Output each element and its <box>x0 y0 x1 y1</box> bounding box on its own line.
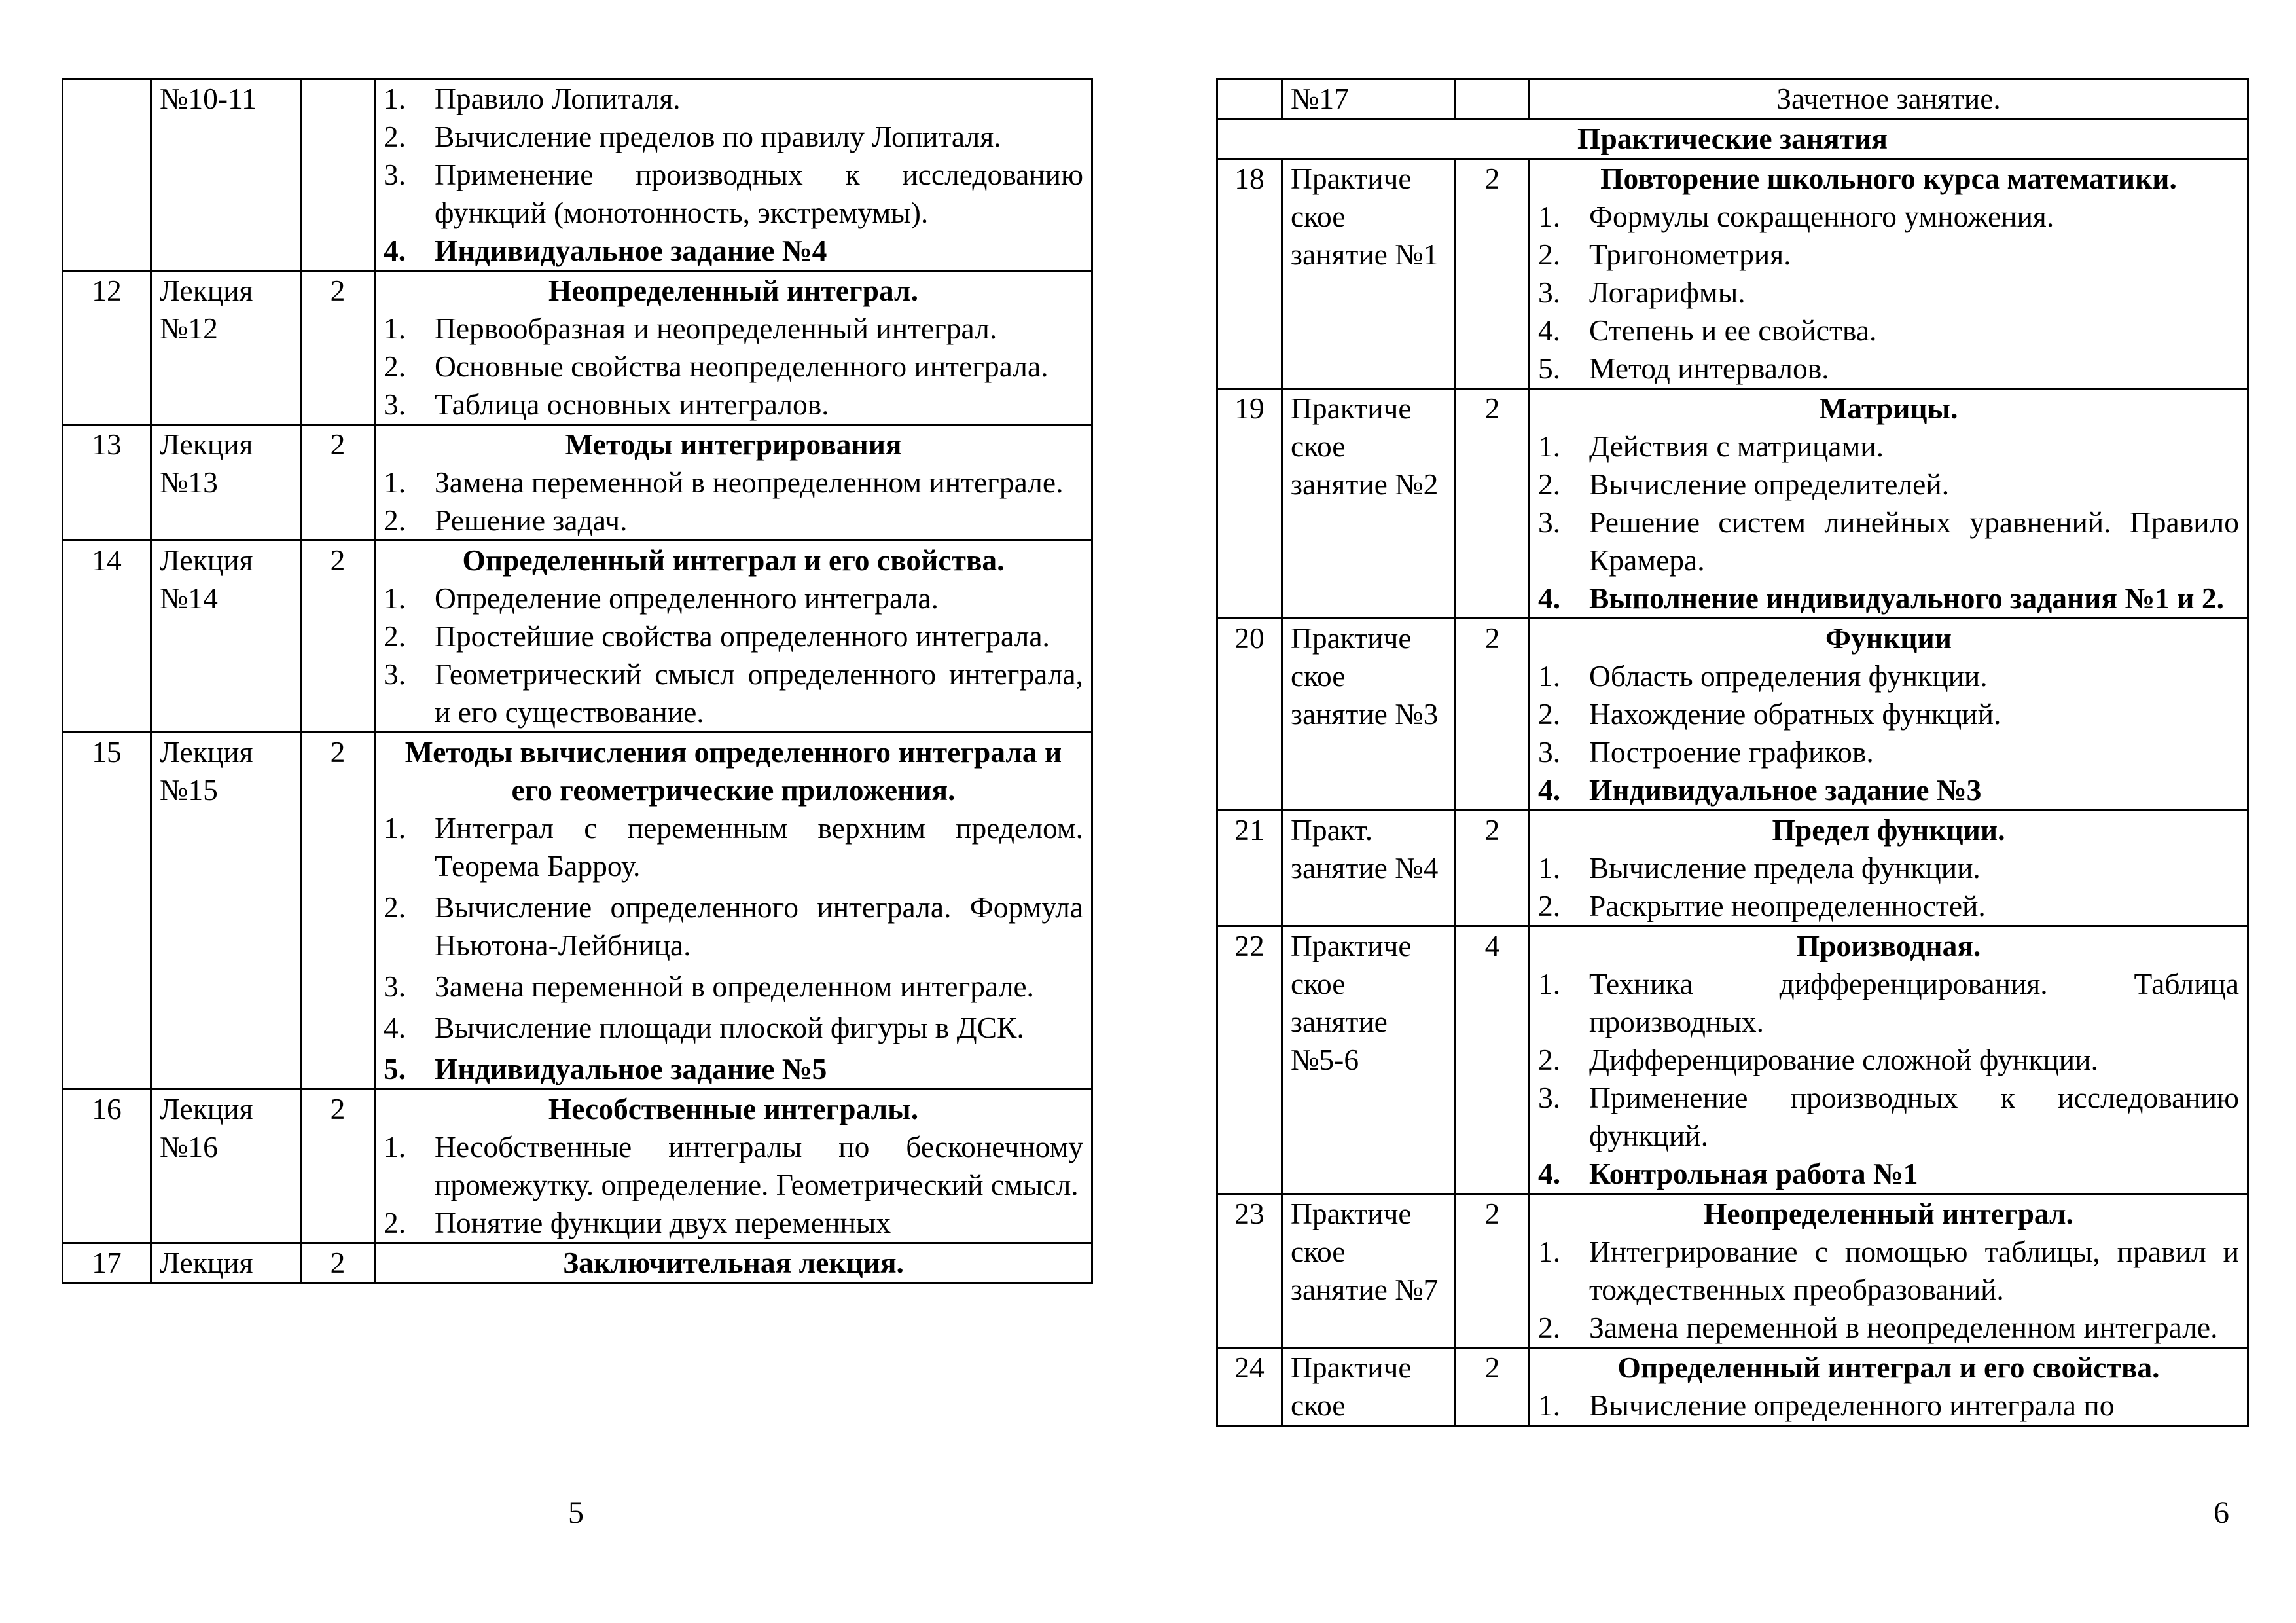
list-item-text: Формулы сокращенного умножения. <box>1589 200 2054 233</box>
list-item-text: Степень и ее свойства. <box>1589 314 1877 347</box>
list-item <box>384 464 1083 501</box>
row-number: 14 <box>63 541 151 733</box>
session-content <box>1530 811 2248 926</box>
list-item-number: 4. <box>384 234 406 267</box>
list-item <box>1538 657 2239 695</box>
table-row <box>63 425 1092 541</box>
table-row <box>63 541 1092 733</box>
session-content <box>1530 159 2248 389</box>
list-item-number: 1. <box>384 1130 406 1163</box>
list-item <box>1538 771 2239 809</box>
topic-title: Производная. <box>1796 929 1981 962</box>
session-hours <box>1456 79 1530 119</box>
session-content <box>1530 1194 2248 1348</box>
session-content <box>1530 389 2248 619</box>
table-row <box>63 79 1092 271</box>
session-hours: 4 <box>1456 926 1530 1194</box>
topic-title: Методы интегрирования <box>565 428 902 461</box>
row-number: 12 <box>63 271 151 425</box>
list-item-number: 3. <box>384 657 406 691</box>
list-item <box>384 348 1083 386</box>
list-item-text: Основные свойства неопределенного интеграла. <box>435 350 1049 383</box>
page-number: 6 <box>2214 1495 2229 1530</box>
list-item-number: 1. <box>384 312 406 345</box>
list-item <box>1538 198 2239 236</box>
list-item-number: 3. <box>384 158 406 191</box>
table-row <box>1217 1194 2248 1348</box>
list-item <box>1538 1233 2239 1309</box>
session-type: Практиче ское занятие №7 <box>1282 1194 1456 1348</box>
list-item-text: Замена переменной в неопределенном интеграле. <box>1589 1311 2218 1344</box>
lecture-schedule-table <box>62 78 1093 1284</box>
list-item <box>1538 1155 2239 1193</box>
list-item <box>384 579 1083 617</box>
list-item-number: 3. <box>1538 1081 1561 1114</box>
row-number: 15 <box>63 733 151 1089</box>
session-type: Лекция №16 <box>151 1089 301 1243</box>
session-content <box>375 1089 1092 1243</box>
table-row <box>1217 79 2248 119</box>
list-item-text: Вычисление определенного интеграла по <box>1589 1389 2115 1422</box>
list-item-text: Метод интервалов. <box>1589 352 1829 385</box>
session-content <box>375 1243 1092 1283</box>
list-item-text: Интегрирование с помощью таблицы, правил и тождественных преобразований. <box>1589 1235 2239 1306</box>
session-content <box>375 425 1092 541</box>
list-item <box>1538 579 2239 617</box>
topic-title: Повторение школьного курса математики. <box>1600 162 2177 195</box>
section-header: Практические занятия <box>1217 119 2248 159</box>
list-item-text: Техника дифференцирования. Таблица производных. <box>1589 967 2239 1038</box>
row-number: 24 <box>1217 1348 1282 1426</box>
session-type: Лекция №14 <box>151 541 301 733</box>
list-item-text: Правило Лопиталя. <box>435 82 681 115</box>
list-item-text: Решение систем линейных уравнений. Правило Крамера. <box>1589 505 2239 577</box>
list-item-number: 1. <box>1538 200 1561 233</box>
list-item-text: Несобственные интегралы по бесконечному промежутку. определение. Геометрический смысл. <box>435 1130 1083 1201</box>
topic-title: Матрицы. <box>1819 392 1958 425</box>
session-hours: 2 <box>1456 159 1530 389</box>
list-item-number: 2. <box>1538 889 1561 922</box>
session-hours: 2 <box>1456 1194 1530 1348</box>
session-type: Лекция №13 <box>151 425 301 541</box>
session-hours: 2 <box>301 733 375 1089</box>
list-item-text: Применение производных к исследованию функций. <box>1589 1081 2239 1152</box>
table-row <box>1217 389 2248 619</box>
list-item <box>384 1204 1083 1242</box>
session-type: №17 <box>1282 79 1456 119</box>
list-item-number: 3. <box>384 388 406 421</box>
list-item-text: Логарифмы. <box>1589 276 1746 309</box>
list-item-text: Вычисление определителей. <box>1589 467 1950 501</box>
list-item-text: Область определения функции. <box>1589 659 1988 693</box>
list-item-text: Замена переменной в неопределенном интеграле. <box>435 465 1064 499</box>
topic-title: Определенный интеграл и его свойства. <box>1617 1351 2160 1384</box>
list-item-text: Индивидуальное задание №5 <box>435 1052 827 1085</box>
list-item-number: 1. <box>1538 851 1561 884</box>
list-item <box>1538 695 2239 733</box>
session-type: Лекция <box>151 1243 301 1283</box>
row-number: 16 <box>63 1089 151 1243</box>
list-item-number: 1. <box>384 811 406 845</box>
list-item-text: Применение производных к исследованию функций (монотонность, экстремумы). <box>435 158 1083 229</box>
session-hours: 2 <box>301 425 375 541</box>
list-item <box>384 118 1083 156</box>
session-hours: 2 <box>1456 811 1530 926</box>
list-item <box>1538 965 2239 1041</box>
list-item-text: Раскрытие неопределенностей. <box>1589 889 1986 922</box>
list-item-number: 4. <box>1538 1157 1561 1190</box>
list-item-text: Индивидуальное задание №4 <box>435 234 827 267</box>
table-row <box>63 1089 1092 1243</box>
session-hours: 2 <box>301 1243 375 1283</box>
session-content <box>375 733 1092 1089</box>
list-item-text: Вычисление предела функции. <box>1589 851 1981 884</box>
list-item <box>1538 350 2239 388</box>
list-item <box>384 232 1083 270</box>
list-item-text: Первообразная и неопределенный интеграл. <box>435 312 997 345</box>
list-item-text: Выполнение индивидуального задания №1 и 2. <box>1589 581 2224 615</box>
topic-title: Несобственные интегралы. <box>548 1092 919 1125</box>
session-type: Лекция №15 <box>151 733 301 1089</box>
row-number: 17 <box>63 1243 151 1283</box>
list-item-number: 1. <box>1538 659 1561 693</box>
table-row <box>1217 619 2248 811</box>
list-item-number: 1. <box>1538 1389 1561 1422</box>
list-item-number: 5. <box>1538 352 1561 385</box>
row-number: 23 <box>1217 1194 1282 1348</box>
list-item-number: 5. <box>384 1052 406 1085</box>
list-item-number: 2. <box>384 120 406 153</box>
topic-title: Определенный интеграл и его свойства. <box>462 543 1005 577</box>
list-item <box>384 310 1083 348</box>
page-right <box>1148 0 2296 1623</box>
row-number: 22 <box>1217 926 1282 1194</box>
list-item-number: 1. <box>384 82 406 115</box>
list-item <box>1538 849 2239 887</box>
row-number: 20 <box>1217 619 1282 811</box>
list-item <box>384 501 1083 539</box>
list-item-number: 2. <box>384 619 406 653</box>
topic-title: Функции <box>1825 621 1952 655</box>
list-item-number: 1. <box>384 465 406 499</box>
list-item <box>1538 503 2239 579</box>
practice-schedule-table <box>1216 78 2249 1427</box>
session-hours: 2 <box>301 271 375 425</box>
table-row <box>1217 1348 2248 1426</box>
list-item-number: 2. <box>1538 238 1561 271</box>
session-content <box>375 79 1092 271</box>
list-item-text: Вычисление пределов по правилу Лопиталя. <box>435 120 1001 153</box>
session-hours: 2 <box>301 1089 375 1243</box>
list-item <box>384 1009 1083 1047</box>
list-item <box>384 655 1083 731</box>
row-number: 18 <box>1217 159 1282 389</box>
list-item-number: 2. <box>384 350 406 383</box>
list-item-number: 2. <box>384 1206 406 1239</box>
list-item-text: Дифференцирование сложной функции. <box>1589 1043 2098 1076</box>
list-item-number: 3. <box>1538 276 1561 309</box>
list-item-number: 2. <box>1538 697 1561 731</box>
list-item-text: Построение графиков. <box>1589 735 1874 769</box>
table-row <box>63 1243 1092 1283</box>
list-item <box>384 809 1083 885</box>
session-type: Практиче ское занятие №1 <box>1282 159 1456 389</box>
topic-title: Неопределенный интеграл. <box>1704 1197 2073 1230</box>
list-item <box>384 968 1083 1006</box>
list-item-number: 2. <box>1538 1311 1561 1344</box>
list-item <box>1538 1309 2239 1347</box>
list-item-number: 1. <box>1538 967 1561 1000</box>
session-content <box>375 271 1092 425</box>
list-item-number: 4. <box>1538 314 1561 347</box>
session-content <box>375 541 1092 733</box>
list-item-number: 2. <box>384 503 406 537</box>
list-item-number: 4. <box>1538 773 1561 807</box>
list-item <box>1538 733 2239 771</box>
table-row <box>1217 926 2248 1194</box>
list-item <box>384 1128 1083 1204</box>
list-item <box>1538 465 2239 503</box>
topic-title: Методы вычисления определенного интеграла и его геометрические приложения. <box>404 735 1062 807</box>
table-row <box>1217 159 2248 389</box>
list-item-text: Геометрический смысл определенного интеграла, и его существование. <box>435 657 1083 729</box>
list-item <box>1538 428 2239 465</box>
list-item-number: 1. <box>1538 429 1561 463</box>
list-item-text: Индивидуальное задание №3 <box>1589 773 1982 807</box>
list-item-number: 2. <box>384 890 406 924</box>
topic-title: Неопределенный интеграл. <box>548 274 918 307</box>
list-item <box>384 80 1083 118</box>
list-item <box>384 617 1083 655</box>
list-item-text: Определение определенного интеграла. <box>435 581 939 615</box>
session-content <box>1530 1348 2248 1426</box>
list-item-number: 3. <box>1538 735 1561 769</box>
list-item <box>1538 274 2239 312</box>
row-number: 21 <box>1217 811 1282 926</box>
list-item-text: Интеграл с переменным верхним пределом. Теорема Барроу. <box>435 811 1083 883</box>
list-item-number: 3. <box>1538 505 1561 539</box>
topic-title: Предел функции. <box>1772 813 2005 847</box>
section-header-row <box>1217 119 2248 159</box>
list-item <box>1538 1041 2239 1079</box>
list-item-number: 4. <box>384 1011 406 1044</box>
row-number: 13 <box>63 425 151 541</box>
list-item-number: 1. <box>384 581 406 615</box>
list-item-text: Действия с матрицами. <box>1589 429 1884 463</box>
list-item-text: Тригонометрия. <box>1589 238 1791 271</box>
table-row <box>63 271 1092 425</box>
session-type: Практиче ское <box>1282 1348 1456 1426</box>
page-number: 5 <box>568 1495 584 1530</box>
list-item <box>1538 887 2239 925</box>
list-item <box>384 386 1083 424</box>
session-content: Зачетное занятие. <box>1530 79 2248 119</box>
list-item-text: Простейшие свойства определенного интеграла. <box>435 619 1050 653</box>
session-type: Практиче ское занятие №3 <box>1282 619 1456 811</box>
row-number: 19 <box>1217 389 1282 619</box>
session-type: Лекция №12 <box>151 271 301 425</box>
list-item-number: 4. <box>1538 581 1561 615</box>
list-item <box>1538 312 2239 350</box>
list-item <box>1538 1079 2239 1155</box>
list-item-text: Таблица основных интегралов. <box>435 388 829 421</box>
row-number <box>1217 79 1282 119</box>
list-item-text: Контрольная работа №1 <box>1589 1157 1918 1190</box>
list-item-text: Нахождение обратных функций. <box>1589 697 2001 731</box>
list-item <box>384 1050 1083 1088</box>
session-hours <box>301 79 375 271</box>
table-row <box>1217 811 2248 926</box>
list-item-number: 3. <box>384 970 406 1003</box>
topic-title: Заключительная лекция. <box>563 1246 904 1279</box>
list-item-number: 2. <box>1538 467 1561 501</box>
list-item-number: 2. <box>1538 1043 1561 1076</box>
list-item-text: Понятие функции двух переменных <box>435 1206 891 1239</box>
list-item <box>1538 236 2239 274</box>
session-type: Практиче ское занятие №5-6 <box>1282 926 1456 1194</box>
session-type: Практиче ское занятие №2 <box>1282 389 1456 619</box>
session-content <box>1530 926 2248 1194</box>
list-item-number: 1. <box>1538 1235 1561 1268</box>
table-row <box>63 733 1092 1089</box>
list-item-text: Вычисление определенного интеграла. Формула Ньютона-Лейбница. <box>435 890 1083 962</box>
list-item-text: Решение задач. <box>435 503 628 537</box>
session-hours: 2 <box>1456 1348 1530 1426</box>
session-hours: 2 <box>301 541 375 733</box>
session-type: №10-11 <box>151 79 301 271</box>
session-hours: 2 <box>1456 619 1530 811</box>
list-item <box>384 156 1083 232</box>
list-item <box>1538 1387 2239 1425</box>
session-content <box>1530 619 2248 811</box>
session-hours: 2 <box>1456 389 1530 619</box>
list-item-text: Замена переменной в определенном интеграле. <box>435 970 1034 1003</box>
session-type: Практ. занятие №4 <box>1282 811 1456 926</box>
list-item-text: Вычисление площади плоской фигуры в ДСК. <box>435 1011 1024 1044</box>
row-number <box>63 79 151 271</box>
list-item <box>384 888 1083 964</box>
